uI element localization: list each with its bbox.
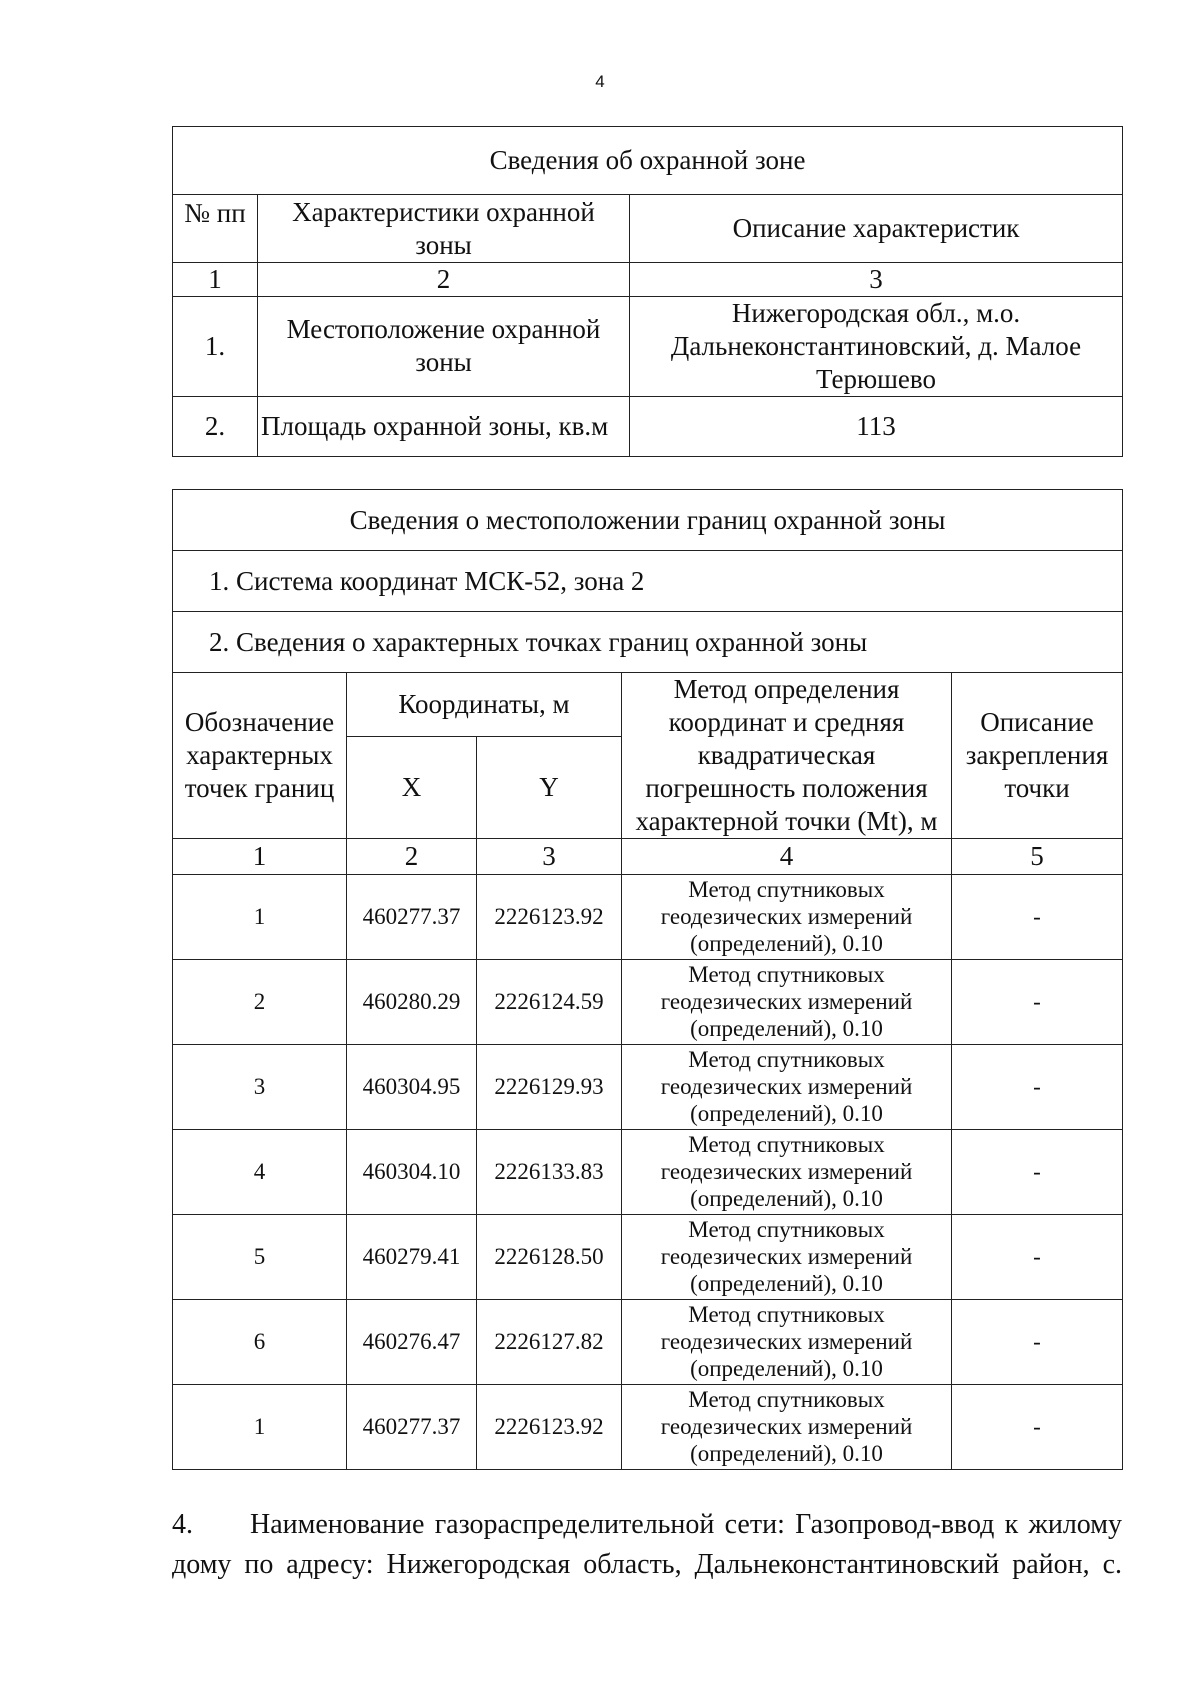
point-method: Метод спутниковых геодезических измерений (определений), 0.10: [622, 874, 952, 959]
point-id: 6: [173, 1299, 347, 1384]
paragraph-number: 4.: [172, 1509, 193, 1540]
header-y: Y: [477, 736, 622, 838]
point-y: 2226127.82: [477, 1299, 622, 1384]
col-number: 1: [173, 263, 258, 297]
row-characteristic: Площадь охранной зоны, кв.м: [258, 396, 630, 456]
point-x: 460279.41: [347, 1214, 477, 1299]
point-id: 3: [173, 1044, 347, 1129]
header-coordinates: Координаты, м: [347, 673, 622, 737]
col-number: 3: [477, 838, 622, 874]
point-y: 2226123.92: [477, 874, 622, 959]
paragraph-line-1: [172, 1505, 1122, 1545]
col-number: 2: [258, 263, 630, 297]
point-method: Метод спутниковых геодезических измерений (определений), 0.10: [622, 1044, 952, 1129]
coordinate-system: 1. Система координат МСК-52, зона 2: [173, 551, 1123, 612]
point-fixing: -: [952, 1129, 1123, 1214]
point-fixing: -: [952, 1299, 1123, 1384]
point-fixing: -: [952, 1044, 1123, 1129]
point-id: 2: [173, 959, 347, 1044]
point-x: 460304.10: [347, 1129, 477, 1214]
paragraph-line-2: дому по адресу: Нижегородская область, Дальнеконстантиновский район, с.: [172, 1549, 1122, 1580]
header-designation: Обозначение характерных точек границ: [173, 673, 347, 839]
row-description: Нижегородская обл., м.о. Дальнеконстантиновский, д. Малое Терюшево: [630, 296, 1123, 396]
table-row: [173, 1299, 1123, 1384]
header-description: Описание характеристик: [630, 195, 1123, 263]
points-caption: 2. Сведения о характерных точках границ охранной зоны: [173, 612, 1123, 673]
point-y: 2226123.92: [477, 1384, 622, 1469]
row-num: 1.: [173, 296, 258, 396]
point-x: 460277.37: [347, 1384, 477, 1469]
point-id: 5: [173, 1214, 347, 1299]
point-fixing: -: [952, 959, 1123, 1044]
row-description: 113: [630, 396, 1123, 456]
col-number: 2: [347, 838, 477, 874]
point-fixing: -: [952, 1214, 1123, 1299]
point-method: Метод спутниковых геодезических измерений (определений), 0.10: [622, 1384, 952, 1469]
table-row: [173, 1044, 1123, 1129]
point-fixing: -: [952, 874, 1123, 959]
point-y: 2226133.83: [477, 1129, 622, 1214]
table-row: [173, 874, 1123, 959]
table-row: [173, 1129, 1123, 1214]
point-id: 1: [173, 1384, 347, 1469]
point-method: Метод спутниковых геодезических измерений (определений), 0.10: [622, 959, 952, 1044]
table-row: [173, 1214, 1123, 1299]
header-characteristic: Характеристики охранной зоны: [258, 195, 630, 263]
body-paragraph: [172, 1505, 1122, 1585]
boundaries-table: [172, 489, 1123, 1470]
point-y: 2226124.59: [477, 959, 622, 1044]
row-characteristic: Местоположение охранной зоны: [258, 296, 630, 396]
point-method: Метод спутниковых геодезических измерений (определений), 0.10: [622, 1129, 952, 1214]
point-x: 460280.29: [347, 959, 477, 1044]
point-method: Метод спутниковых геодезических измерений (определений), 0.10: [622, 1214, 952, 1299]
point-x: 460276.47: [347, 1299, 477, 1384]
point-y: 2226128.50: [477, 1214, 622, 1299]
header-num: № пп: [173, 195, 258, 263]
col-number: 5: [952, 838, 1123, 874]
paragraph-text-1: Наименование газораспределительной сети: Газопровод-ввод к жилому: [250, 1509, 1122, 1540]
point-x: 460277.37: [347, 874, 477, 959]
header-x: X: [347, 736, 477, 838]
point-id: 1: [173, 874, 347, 959]
table-row: [173, 1384, 1123, 1469]
header-fixing: Описание закрепления точки: [952, 673, 1123, 839]
zone-info-title: Сведения об охранной зоне: [173, 127, 1123, 195]
col-number: 1: [173, 838, 347, 874]
point-method: Метод спутниковых геодезических измерений (определений), 0.10: [622, 1299, 952, 1384]
point-fixing: -: [952, 1384, 1123, 1469]
point-id: 4: [173, 1129, 347, 1214]
row-num: 2.: [173, 396, 258, 456]
page-number: 4: [595, 72, 605, 91]
table-row: [173, 959, 1123, 1044]
zone-info-table: [172, 126, 1123, 457]
point-x: 460304.95: [347, 1044, 477, 1129]
point-y: 2226129.93: [477, 1044, 622, 1129]
col-number: 3: [630, 263, 1123, 297]
header-method: Метод определения координат и средняя квадратическая погрешность положения характерной точки (Mt), м: [622, 673, 952, 839]
boundaries-title: Сведения о местоположении границ охранной зоны: [173, 490, 1123, 551]
col-number: 4: [622, 838, 952, 874]
